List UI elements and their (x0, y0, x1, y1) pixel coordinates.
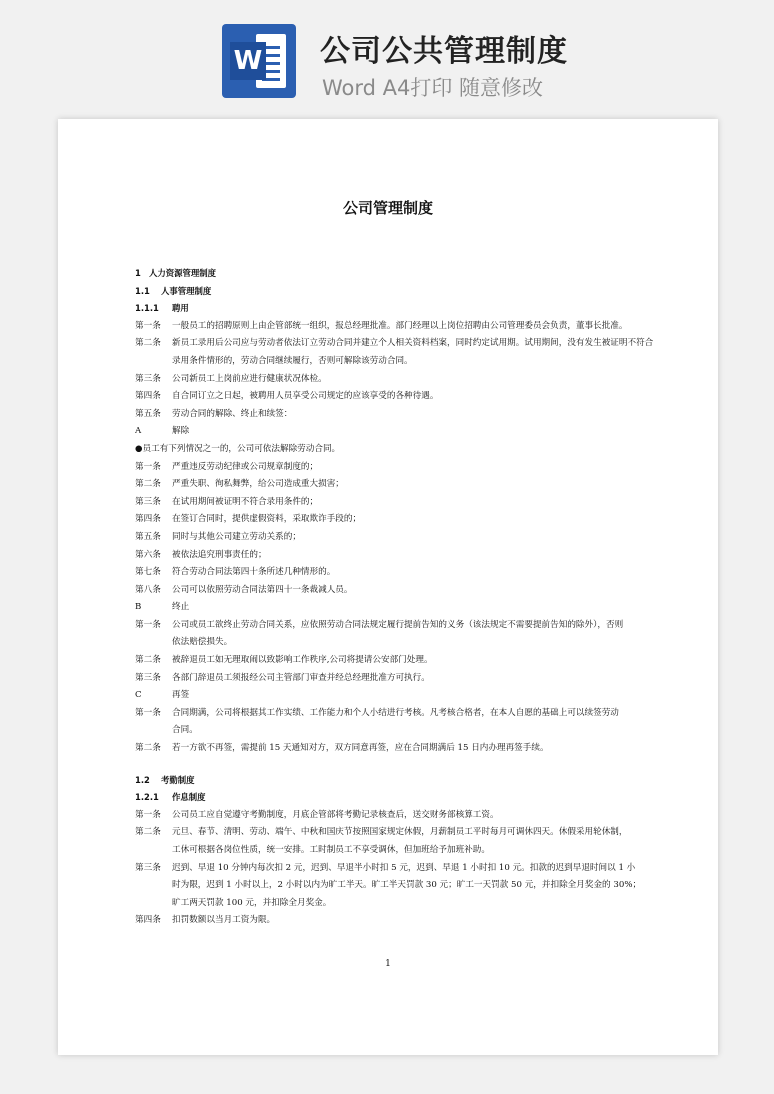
clause-line: 第三条 在试用期间被证明不符合录用条件的； (135, 496, 319, 507)
clause-line: 第三条 迟到、早退 10 分钟内每次扣 2 元，迟到、早退半小时扣 5 元，迟到、早退 1 小时扣 10 元。扣款的迟到早退时间以 1 小 (135, 862, 636, 873)
clause-line: 第八条 公司可以依照劳动合同法第四十一条裁减人员。 (135, 584, 353, 595)
clause-continuation: 录用条件情形的，劳动合同继续履行，否则可解除该劳动合同。 (172, 355, 413, 366)
clause-line: 第五条 劳动合同的解除、终止和续签： (135, 408, 293, 419)
clause-continuation: 旷工两天罚款 100 元，并扣除全月奖金。 (172, 897, 332, 908)
clause-line: 第三条 各部门辞退员工须报经公司主管部门审查并经总经理批准方可执行。 (135, 672, 430, 683)
clause-continuation: 依法赔偿损失。 (172, 637, 233, 648)
clause-line: 第三条 公司新员工上岗前应进行健康状况体检。 (135, 373, 327, 384)
heading-1-1: 1.1 人事管理制度 (135, 285, 212, 296)
clause-line: 第二条 元旦、春节、清明、劳动、端午、中秋和国庆节按照国家规定休假，月薪制员工平时每月可调休四天。休假采用轮休制， (135, 827, 628, 838)
banner (0, 0, 774, 118)
subheading-a: A 解除 (135, 426, 190, 437)
word-icon-letter: W (230, 42, 266, 80)
clause-line: 第一条 严重违反劳动纪律或公司规章制度的； (135, 461, 319, 472)
clause-line: 第一条 一般员工的招聘原则上由企管部统一组织，报总经理批准。部门经理以上岗位招聘由公司管理委员会负责，董事长批准。 (135, 320, 628, 331)
heading-1-2: 1.2 考勤制度 (135, 774, 195, 785)
bullet-line: ●员工有下列情况之一的，公司可依法解除劳动合同。 (135, 443, 341, 454)
page-number: 1 (385, 959, 391, 969)
clause-line: 第二条 严重失职、徇私舞弊，给公司造成重大损害； (135, 479, 344, 490)
clause-line: 第二条 新员工录用后公司应与劳动者依法订立劳动合同并建立个人相关资料档案，同时约定试用期。试用期间，没有发生被证明不符合 (135, 338, 654, 349)
subheading-c: C 再签 (135, 690, 190, 701)
clause-line: 第四条 在签订合同时，提供虚假资料，采取欺诈手段的； (135, 514, 362, 525)
clause-line: 第一条 合同期满，公司将根据其工作实绩、工作能力和个人小结进行考核。凡考核合格者，在本人自愿的基础上可以续签劳动 (135, 707, 619, 718)
clause-line: 第二条 若一方欲不再签，需提前 15 天通知对方，双方同意再签，应在合同期满后 15 日内办理再签手续。 (135, 743, 549, 754)
word-app-icon (222, 24, 296, 98)
document-page (58, 119, 718, 1055)
banner-title: 公司公共管理制度 (320, 34, 568, 69)
clause-line: 第一条 公司员工应自觉遵守考勤制度，月底企管部将考勤记录核查后，送交财务部核算工资。 (135, 809, 499, 820)
heading-1-2-1: 1.2.1 作息制度 (135, 792, 206, 803)
clause-line: 第六条 被依法追究刑事责任的； (135, 549, 267, 560)
heading-1-1-1: 1.1.1 聘用 (135, 303, 189, 314)
clause-line: 第五条 同时与其他公司建立劳动关系的； (135, 531, 301, 542)
document-title: 公司管理制度 (342, 199, 433, 217)
clause-line: 第四条 自合同订立之日起，被聘用人员享受公司规定的应该享受的各种待遇。 (135, 391, 439, 402)
clause-continuation: 合同。 (172, 725, 198, 736)
banner-subtitle: Word A4打印 随意修改 (322, 76, 544, 100)
clause-line: 第七条 符合劳动合同法第四十条所述几种情形的。 (135, 567, 336, 578)
clause-line: 第一条 公司或员工欲终止劳动合同关系，应依照劳动合同法规定履行提前告知的义务（该法规定不需要提前告知的除外），否则 (135, 619, 624, 630)
clause-line: 第四条 扣罚数额以当月工资为限。 (135, 915, 276, 926)
clause-line: 第二条 被辞退员工如无理取闹以致影响工作秩序,公司将提请公安部门处理。 (135, 655, 433, 666)
subheading-b: B 终止 (135, 602, 190, 613)
document-body (135, 265, 665, 930)
clause-continuation: 工休可根据各岗位性质，统一安排。工时制员工不享受调休，但加班给予加班补助。 (172, 845, 490, 855)
heading-1: 1 人力资源管理制度 (135, 268, 216, 278)
clause-continuation: 时为限，迟到 1 小时以上，2 小时以内为旷工半天。旷工半天罚款 30 元；旷工一天罚款 50 元，并扣除全月奖金的 30%； (172, 880, 642, 891)
